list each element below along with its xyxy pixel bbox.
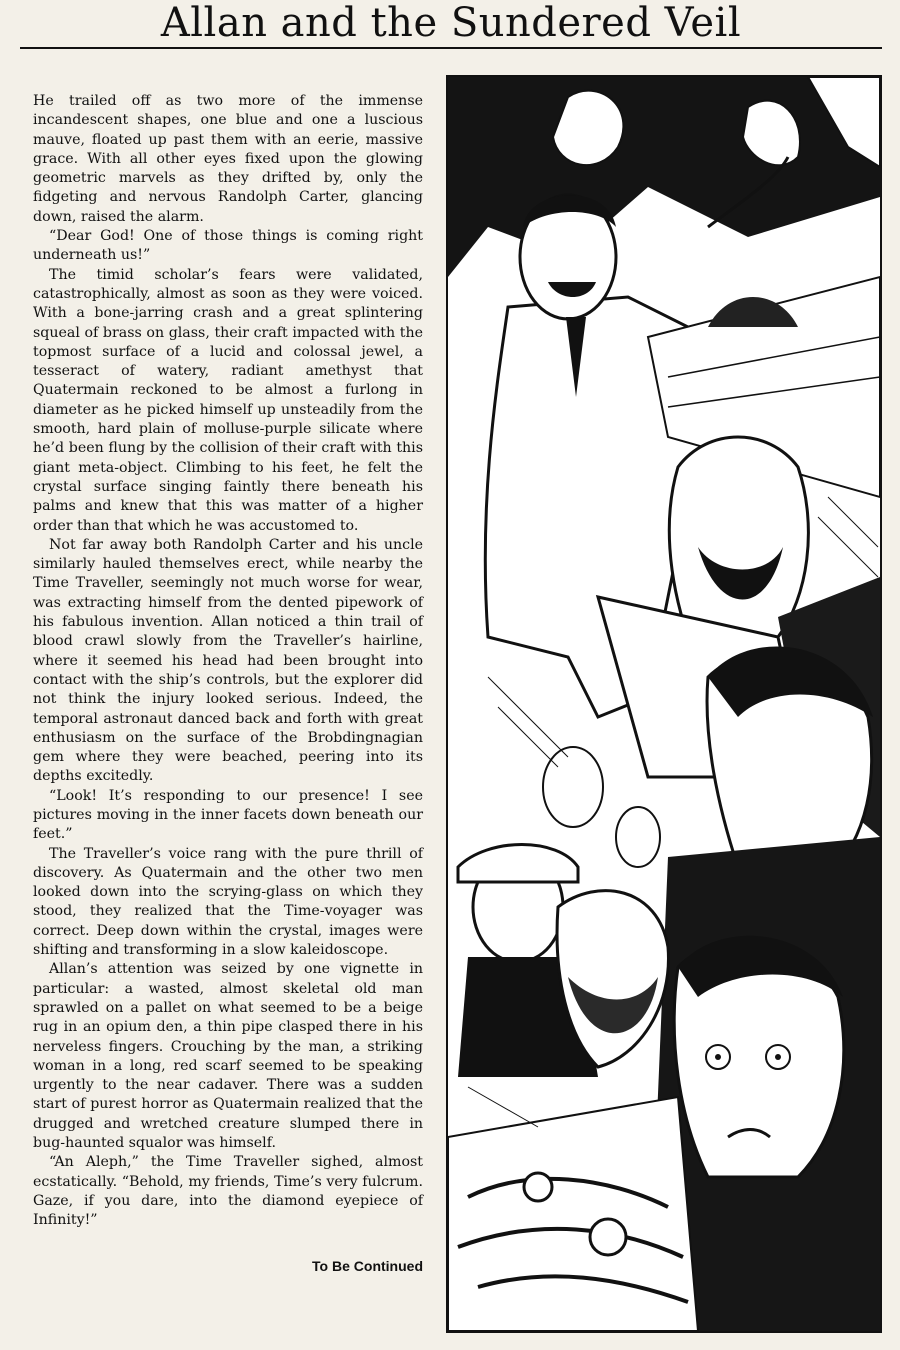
paragraph: He trailed off as two more of the immense incandescent shapes, one blue and one a luscious mauve, floated up past them with an eerie, massive grace. With all other eyes fixed upon the glowing geometric marvels as they drifted by, only the fidgeting and nervous Randolph Carter, glancing down, raised the alarm.	[33, 93, 423, 225]
paragraph: Allan’s attention was seized by one vignette in particular: a wasted, almost skeletal old man sprawled on a pallet on what seemed to be a beige rug in an opium den, a thin pipe clasped there in his nerveless fingers. Crouching by the man, a striking woman in a long, red scarf seemed to be speaking urgently to the near cadaver. There was a sudden start of purest horror as Quatermain realized that the drugged and wretched creature slumped there in bug-haunted squalor was himself.	[33, 961, 423, 1152]
page-title: Allan and the Sundered Veil	[160, 0, 742, 46]
illustration-panel	[446, 75, 882, 1333]
paragraph: The Traveller’s voice rang with the pure thrill of discovery. As Quatermain and the other two men looked down into the scrying-glass on which they stood, they realized that the Time-voyager was correct. Deep down within the crystal, images were shifting and transforming in a slow kaleidoscope.	[33, 845, 423, 959]
paragraph: The timid scholar’s fears were validated, catastrophically, almost as soon as they were voiced. With a bone-jarring crash and a great splintering squeal of brass on glass, their craft impacted with the topmost surface of a lucid and colossal jewel, a tesseract of watery, radiant amethyst that Quatermain reckoned to be almost a furlong in diameter as he picked himself up unsteadily from the smooth, hard plain of molluse-purple silicate where he’d been flung by the collision of their craft with this giant meta-object. Climbing to his feet, he felt the crystal surface singing faintly there beneath his palms and knew that this was matter of a higher order than that which he was accustomed to.	[33, 266, 423, 534]
text-column	[33, 92, 423, 1322]
paragraph: “Look! It’s responding to our presence! I see pictures moving in the inner facets down beneath our feet.”	[33, 787, 423, 843]
paragraph: Not far away both Randolph Carter and his uncle similarly hauled themselves erect, while nearby the Time Traveller, seemingly not much worse for wear, was extracting himself from the dented pipework of his fabulous invention. Allan noticed a thin trail of blood crawl slowly from the Traveller’s hairline, where it seemed his head had been brought into contact with the ship’s controls, but the explorer did not think the injury looked serious. Indeed, the temporal astronaut danced back and forth with great enthusiasm on the surface of the Brobdingnagian gem where they were beached, peering into its depths excitedly.	[33, 536, 423, 785]
paragraph: “An Aleph,” the Time Traveller sighed, almost ecstatically. “Behold, my friends, Time’s very fulcrum. Gaze, if you dare, into the diamond eyepiece of Infinity!”	[33, 1154, 423, 1229]
paragraph: “Dear God! One of those things is coming right underneath us!”	[33, 228, 423, 264]
title-rule	[20, 47, 882, 49]
comic-illustration	[448, 77, 880, 1331]
to-be-continued: To Be Continued	[312, 1257, 423, 1274]
